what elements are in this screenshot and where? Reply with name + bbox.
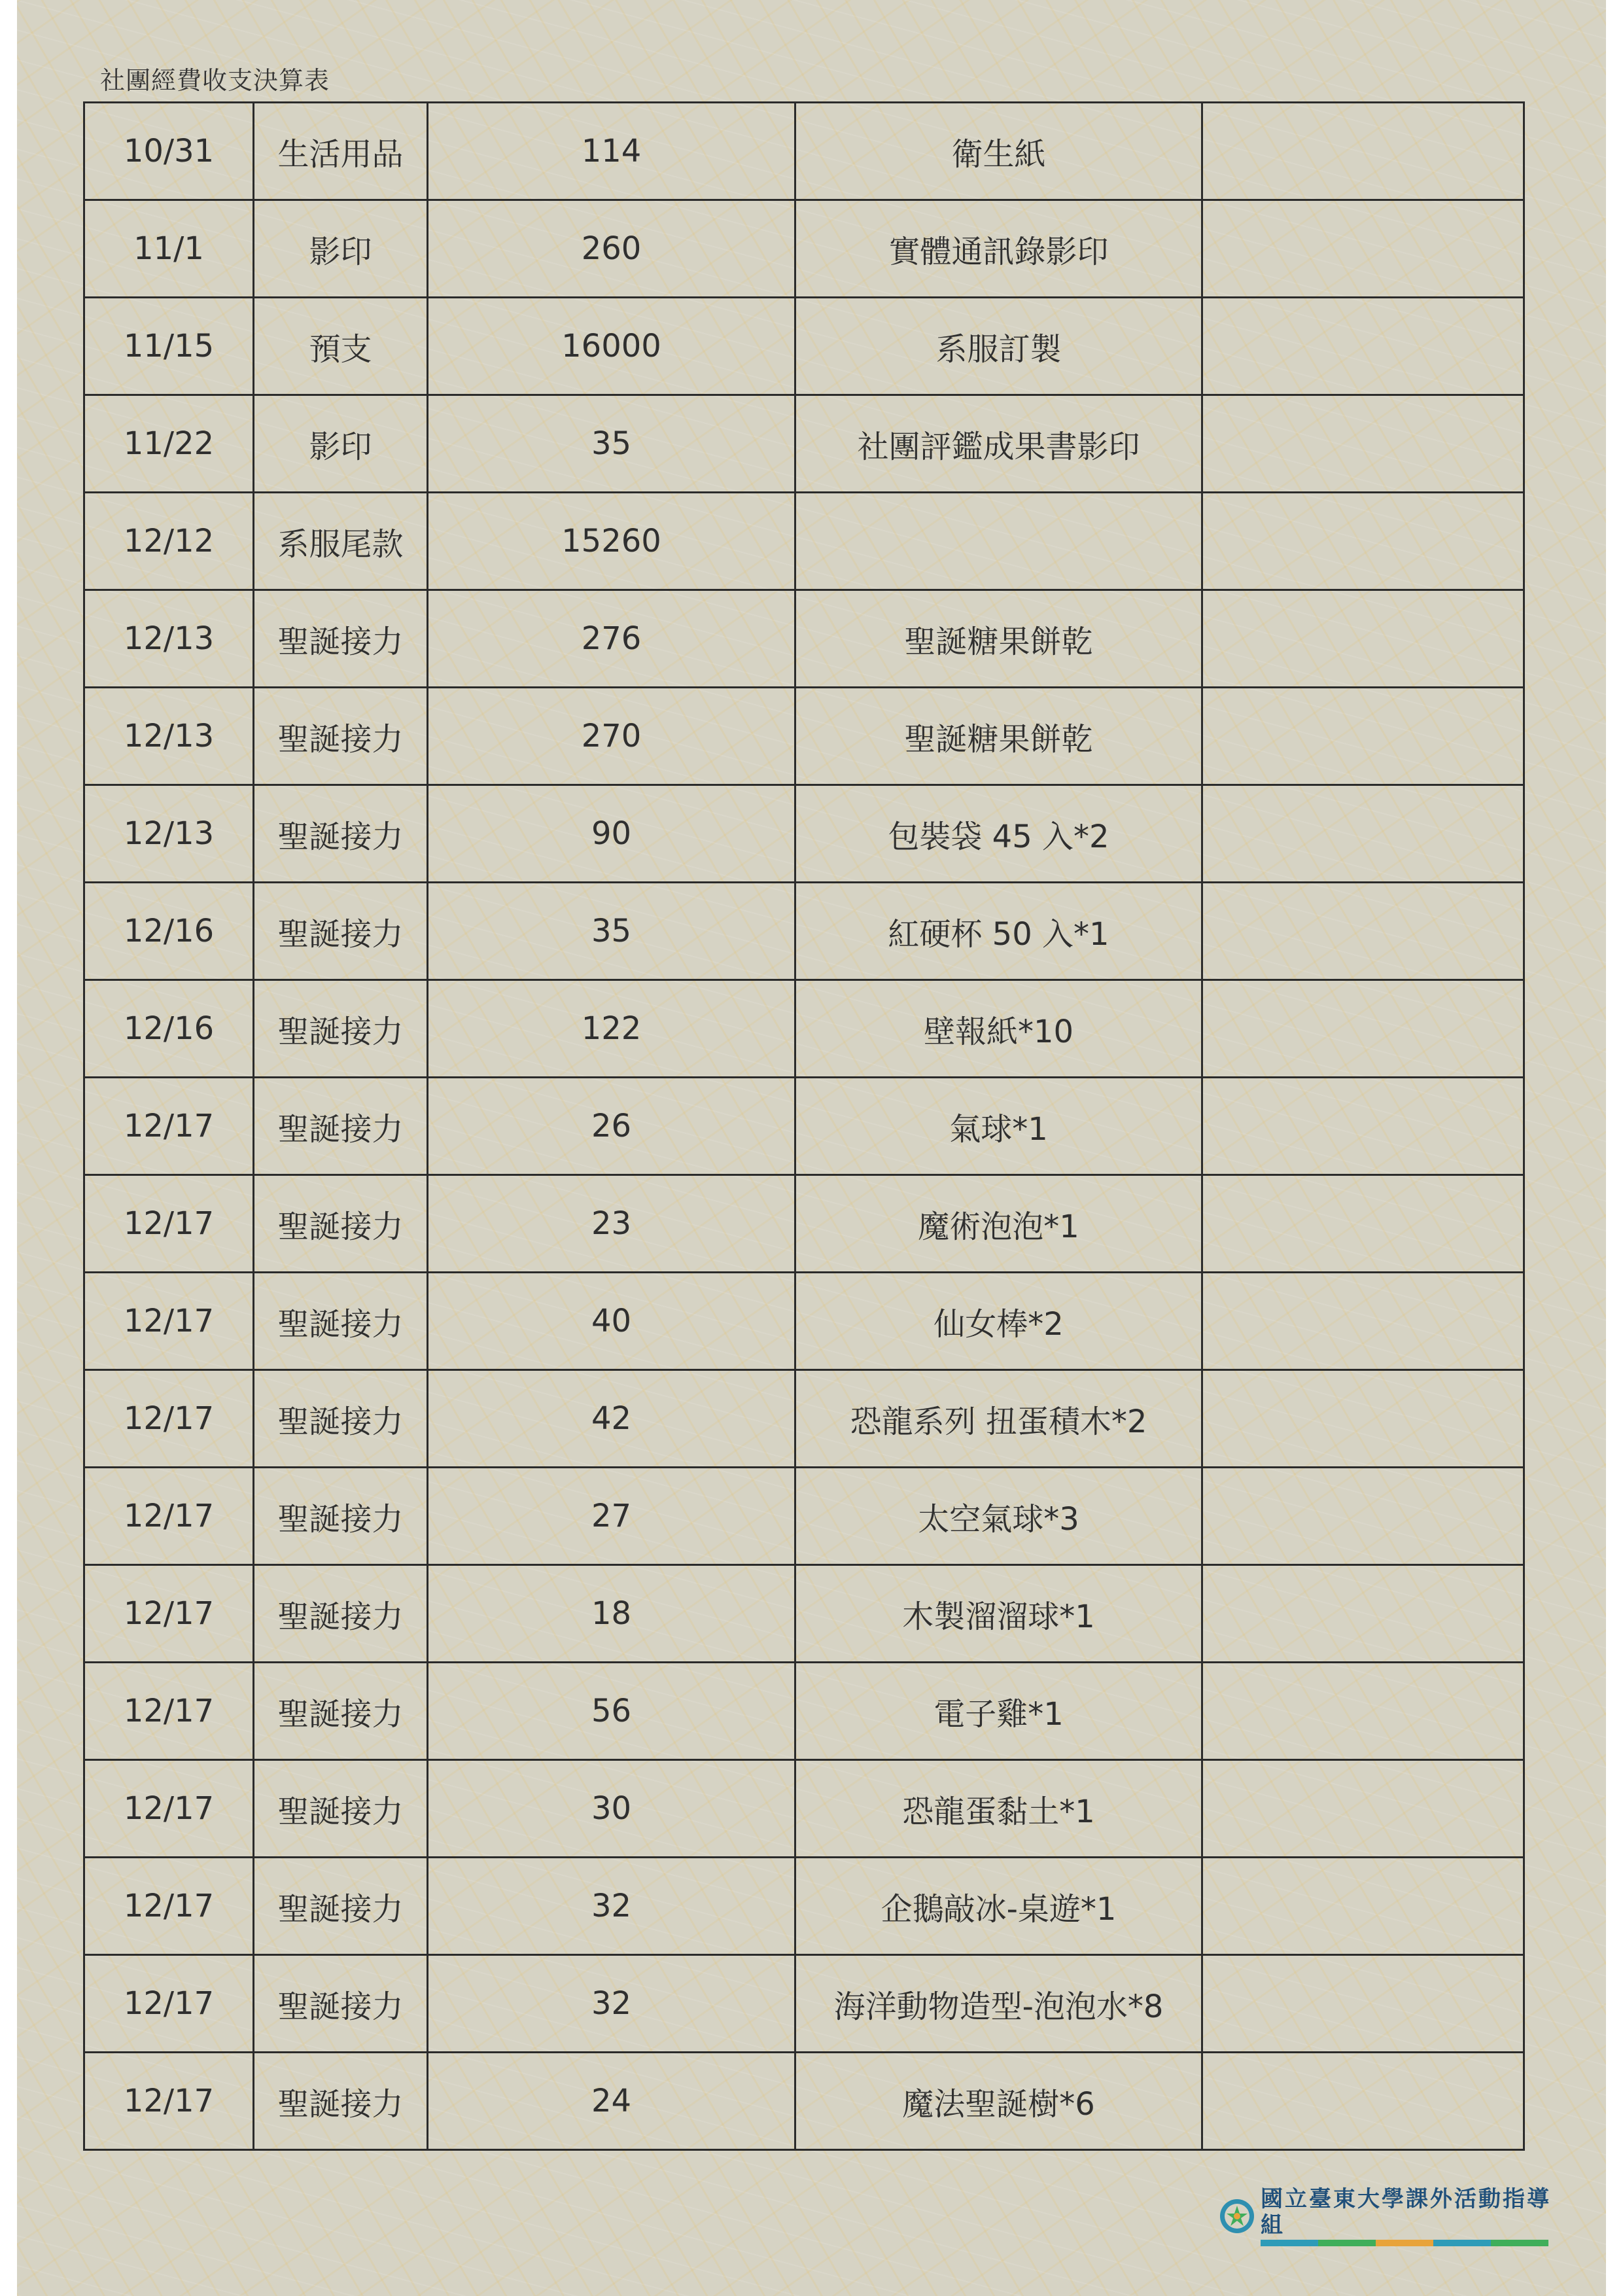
table-row	[84, 395, 1524, 493]
table-row	[84, 980, 1524, 1078]
note-cell: 聖誕糖果餅乾	[795, 590, 1202, 688]
category-cell: 預支	[254, 298, 428, 395]
table-row	[84, 1760, 1524, 1858]
category-cell: 聖誕接力	[254, 980, 428, 1078]
table-row	[84, 1273, 1524, 1370]
category-cell: 聖誕接力	[254, 883, 428, 980]
amount-cell: 16000	[428, 298, 795, 395]
document-title: 社團經費收支決算表	[100, 66, 330, 95]
date-cell: 12/17	[84, 1760, 254, 1858]
note-cell: 太空氣球*3	[795, 1468, 1202, 1565]
extra-cell	[1202, 1078, 1524, 1175]
table-row	[84, 1955, 1524, 2053]
note-cell: 木製溜溜球*1	[795, 1565, 1202, 1663]
note-cell: 海洋動物造型-泡泡水*8	[795, 1955, 1202, 2053]
note-cell: 魔法聖誕樹*6	[795, 2053, 1202, 2150]
amount-cell: 114	[428, 103, 795, 200]
table-row	[84, 1565, 1524, 1663]
logo-color-segment	[1376, 2240, 1433, 2246]
note-cell: 紅硬杯 50 入*1	[795, 883, 1202, 980]
amount-cell: 276	[428, 590, 795, 688]
extra-cell	[1202, 103, 1524, 200]
table-row	[84, 1370, 1524, 1468]
category-cell: 生活用品	[254, 103, 428, 200]
table-row	[84, 493, 1524, 590]
amount-cell: 90	[428, 785, 795, 883]
date-cell: 11/15	[84, 298, 254, 395]
extra-cell	[1202, 1663, 1524, 1760]
table-row	[84, 298, 1524, 395]
date-cell: 12/17	[84, 1273, 254, 1370]
organization-logo	[1219, 2186, 1559, 2238]
extra-cell	[1202, 493, 1524, 590]
note-cell: 仙女棒*2	[795, 1273, 1202, 1370]
category-cell: 聖誕接力	[254, 1175, 428, 1273]
note-cell: 魔術泡泡*1	[795, 1175, 1202, 1273]
date-cell: 12/17	[84, 1663, 254, 1760]
logo-color-segment	[1491, 2240, 1548, 2246]
date-cell: 12/17	[84, 1370, 254, 1468]
category-cell: 聖誕接力	[254, 2053, 428, 2150]
extra-cell	[1202, 1370, 1524, 1468]
date-cell: 11/22	[84, 395, 254, 493]
note-cell: 電子雞*1	[795, 1663, 1202, 1760]
logo-text-group	[1261, 2186, 1559, 2246]
category-cell: 聖誕接力	[254, 688, 428, 785]
date-cell: 10/31	[84, 103, 254, 200]
note-cell: 包裝袋 45 入*2	[795, 785, 1202, 883]
amount-cell: 35	[428, 883, 795, 980]
extra-cell	[1202, 1273, 1524, 1370]
extra-cell	[1202, 298, 1524, 395]
extra-cell	[1202, 883, 1524, 980]
extra-cell	[1202, 395, 1524, 493]
date-cell: 12/13	[84, 785, 254, 883]
note-cell: 衛生紙	[795, 103, 1202, 200]
amount-cell: 26	[428, 1078, 795, 1175]
amount-cell: 15260	[428, 493, 795, 590]
amount-cell: 18	[428, 1565, 795, 1663]
date-cell: 12/17	[84, 2053, 254, 2150]
extra-cell	[1202, 1955, 1524, 2053]
table-row	[84, 590, 1524, 688]
extra-cell	[1202, 1760, 1524, 1858]
note-cell: 壁報紙*10	[795, 980, 1202, 1078]
date-cell: 12/17	[84, 1078, 254, 1175]
date-cell: 12/17	[84, 1858, 254, 1955]
document-page	[17, 0, 1606, 2296]
category-cell: 影印	[254, 395, 428, 493]
expense-ledger-table	[83, 101, 1525, 2151]
logo-color-segment	[1433, 2240, 1491, 2246]
category-cell: 聖誕接力	[254, 1760, 428, 1858]
extra-cell	[1202, 1175, 1524, 1273]
category-cell: 聖誕接力	[254, 590, 428, 688]
table-row	[84, 883, 1524, 980]
category-cell: 聖誕接力	[254, 1273, 428, 1370]
amount-cell: 260	[428, 200, 795, 298]
table-row	[84, 1175, 1524, 1273]
extra-cell	[1202, 1565, 1524, 1663]
category-cell: 聖誕接力	[254, 1468, 428, 1565]
table-row	[84, 2053, 1524, 2150]
note-cell: 系服訂製	[795, 298, 1202, 395]
category-cell: 聖誕接力	[254, 1663, 428, 1760]
amount-cell: 24	[428, 2053, 795, 2150]
ledger-body	[84, 103, 1524, 2150]
date-cell: 12/16	[84, 883, 254, 980]
university-emblem-icon	[1219, 2198, 1255, 2234]
amount-cell: 32	[428, 1858, 795, 1955]
note-cell: 企鵝敲冰-桌遊*1	[795, 1858, 1202, 1955]
note-cell: 聖誕糖果餅乾	[795, 688, 1202, 785]
logo-title: 國立臺東大學課外活動指導組	[1261, 2186, 1551, 2238]
extra-cell	[1202, 590, 1524, 688]
note-cell: 氣球*1	[795, 1078, 1202, 1175]
logo-color-segment	[1318, 2240, 1376, 2246]
extra-cell	[1202, 785, 1524, 883]
extra-cell	[1202, 200, 1524, 298]
table-row	[84, 103, 1524, 200]
extra-cell	[1202, 688, 1524, 785]
category-cell: 聖誕接力	[254, 1955, 428, 2053]
date-cell: 12/17	[84, 1175, 254, 1273]
category-cell: 聖誕接力	[254, 1858, 428, 1955]
category-cell: 影印	[254, 200, 428, 298]
table-row	[84, 1663, 1524, 1760]
date-cell: 12/13	[84, 590, 254, 688]
table-row	[84, 1078, 1524, 1175]
date-cell: 12/13	[84, 688, 254, 785]
note-cell: 恐龍系列 扭蛋積木*2	[795, 1370, 1202, 1468]
date-cell: 11/1	[84, 200, 254, 298]
table-row	[84, 688, 1524, 785]
amount-cell: 30	[428, 1760, 795, 1858]
amount-cell: 27	[428, 1468, 795, 1565]
note-cell: 實體通訊錄影印	[795, 200, 1202, 298]
category-cell: 聖誕接力	[254, 1078, 428, 1175]
date-cell: 12/16	[84, 980, 254, 1078]
note-cell	[795, 493, 1202, 590]
category-cell: 聖誕接力	[254, 1370, 428, 1468]
amount-cell: 35	[428, 395, 795, 493]
category-cell: 系服尾款	[254, 493, 428, 590]
note-cell: 社團評鑑成果書影印	[795, 395, 1202, 493]
logo-color-bar	[1261, 2240, 1548, 2246]
date-cell: 12/17	[84, 1468, 254, 1565]
extra-cell	[1202, 1858, 1524, 1955]
amount-cell: 40	[428, 1273, 795, 1370]
note-cell: 恐龍蛋黏土*1	[795, 1760, 1202, 1858]
table-row	[84, 785, 1524, 883]
date-cell: 12/17	[84, 1565, 254, 1663]
table-row	[84, 1468, 1524, 1565]
amount-cell: 23	[428, 1175, 795, 1273]
amount-cell: 32	[428, 1955, 795, 2053]
logo-color-segment	[1261, 2240, 1318, 2246]
table-row	[84, 1858, 1524, 1955]
date-cell: 12/12	[84, 493, 254, 590]
amount-cell: 42	[428, 1370, 795, 1468]
extra-cell	[1202, 980, 1524, 1078]
amount-cell: 56	[428, 1663, 795, 1760]
extra-cell	[1202, 2053, 1524, 2150]
amount-cell: 122	[428, 980, 795, 1078]
amount-cell: 270	[428, 688, 795, 785]
date-cell: 12/17	[84, 1955, 254, 2053]
category-cell: 聖誕接力	[254, 1565, 428, 1663]
category-cell: 聖誕接力	[254, 785, 428, 883]
table-row	[84, 200, 1524, 298]
extra-cell	[1202, 1468, 1524, 1565]
